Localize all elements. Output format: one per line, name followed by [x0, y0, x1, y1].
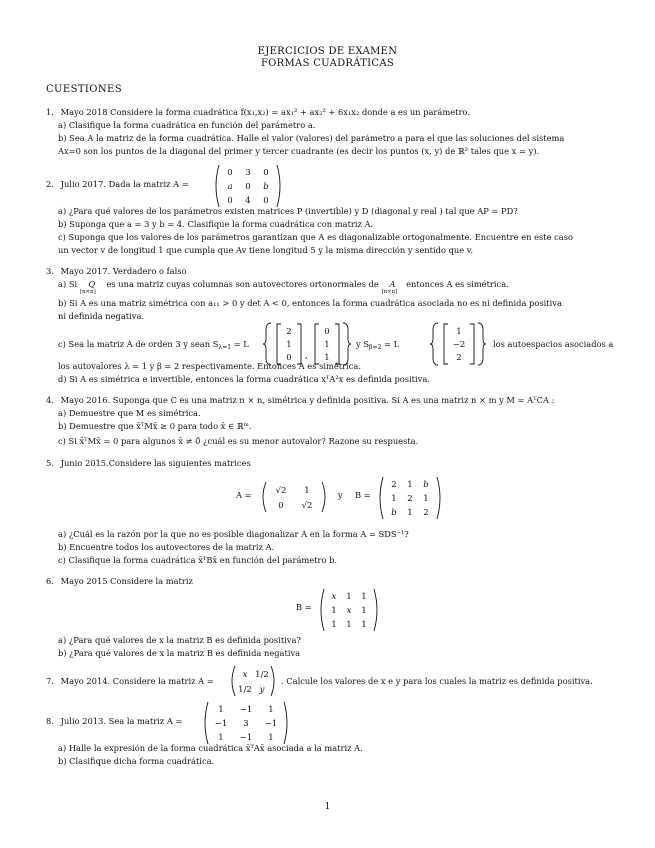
q3-part-c-line2: los autovalores λ = 1 y β = 2 respectivamente. Entonces A es simétrica.: [58, 361, 361, 371]
q3-part-c: [58, 340, 249, 351]
section-heading: CUESTIONES: [46, 84, 122, 95]
title-line-2: FORMAS CUADRÁTICAS: [260, 58, 395, 69]
q6-matrix: [318, 588, 380, 635]
q2-m-11: 0: [227, 168, 233, 178]
q6-m-32: 1: [346, 620, 352, 630]
q3-part-b-line2: ni definida negativa.: [58, 311, 145, 321]
q3-c-v3-rb: [470, 324, 474, 364]
q2-part-c-line2: un vector v de longitud 1 que cumpla que Av tiene longitud 5 y la misma dirección y sentido que v.: [58, 245, 474, 255]
q3-part-d: d) Si A es simétrica e invertible, entonces la forma cuadrática xᵀA²x es definida positiva.: [58, 374, 430, 384]
q5-b-22: 2: [407, 494, 413, 504]
q5-and: y: [338, 490, 343, 500]
q5-b-bracket-left: [380, 477, 383, 519]
q4-part-b: b) Demuestre que x̄ᵀMx̄ ≥ 0 para todo x̄ ∈ ℝᵐ.: [58, 421, 252, 431]
q7-intro: [46, 677, 214, 687]
page-number: 1: [324, 802, 331, 812]
q3-c-brace-left-1: [263, 323, 271, 365]
q3-c-v2-lb: [315, 324, 319, 364]
q8-m-33: 1: [268, 733, 274, 743]
q4-part-a: a) Demuestre que M es simétrica.: [58, 408, 201, 418]
q4-intro: [46, 396, 554, 406]
q2-m-31: 0: [227, 196, 233, 206]
q8-bracket-right: [284, 702, 287, 744]
q7-m-12: 1/2: [255, 670, 269, 680]
q4-part-c: c) Si x̄ᵀMx̄ = 0 para algunos x̄ ≠ 0̄ ¿cuál es su menor autovalor? Razone su respuesta.: [58, 436, 419, 446]
q3-a-a-sub: [n×n]: [381, 289, 398, 295]
q6-m-31: 1: [331, 620, 337, 630]
q6-m-22: x: [346, 606, 352, 616]
q6-m-33: 1: [361, 620, 367, 630]
q5-a-11: √2: [275, 486, 287, 496]
q2-part-c-line1: c) Suponga que los valores de los parámetros garantizan que A es diagonalizable ortogonalmente. Encuentre en este caso: [58, 232, 573, 242]
q1-intro: [46, 108, 470, 118]
q5-b-11: 2: [391, 480, 397, 490]
q5-matrix-b: [377, 476, 443, 523]
q8-matrix: [202, 701, 290, 748]
q3-intro-text: Mayo 2017. Verdadero o falso: [60, 266, 187, 276]
q7-bracket-right: [271, 666, 274, 696]
q2-m-22: 0: [245, 182, 251, 192]
q3-a-q: Q: [88, 279, 96, 289]
q8-number: 8.: [46, 716, 54, 726]
q6-part-b: b) ¿Para qué valores de x la matriz B es definida negativa: [58, 648, 301, 658]
title-line-1: EJERCICIOS DE EXAMEN: [257, 46, 398, 57]
q3-c-mid: [356, 340, 399, 351]
q2-matrix: [213, 164, 283, 211]
q3-c-brace-left-2: [430, 323, 438, 365]
q3-c-v1-rb: [297, 324, 301, 364]
q2-m-21: a: [227, 182, 233, 192]
q5-part-b: b) Encuentre todos los autovectores de la matriz A.: [58, 542, 275, 552]
q7-matrix: [229, 665, 277, 700]
q5-a-bracket-right: [322, 482, 325, 512]
q8-bracket-left: [205, 702, 208, 744]
q8-intro-text: Julio 2013. Sea la matriz A =: [60, 716, 183, 726]
q1-part-b-line1: b) Sea A la matriz de la forma cuadrática. Halle el valor (valores) del parámetro a para el que las soluciones del sistema: [58, 133, 565, 143]
q8-m-13: 1: [268, 705, 274, 715]
q5-number: 5.: [46, 458, 54, 468]
q6-label: B =: [296, 602, 312, 612]
q5-a-21: 0: [278, 501, 284, 511]
q3-c-sub1: λ=1: [218, 344, 232, 351]
q3-part-b-line1: b) Si A es una matriz simétrica con a₁₁ > 0 y det A < 0, entonces la forma cuadrática asociada no es ni definida positiva: [58, 298, 562, 308]
q4-number: 4.: [46, 395, 54, 405]
q5-b-bracket-right: [437, 477, 440, 519]
q3-a-pre: a) Si: [58, 279, 78, 289]
q3-c-mid3: = L: [383, 339, 400, 349]
q1-intro-text: Mayo 2018 Considere la forma cuadrática f(x₁,x₂) = ax₁² + ax₂² + 6x₁x₂ donde a es un parámetro.: [60, 107, 470, 117]
q3-c-mid2: y S: [356, 339, 370, 349]
q3-part-a: [58, 279, 509, 295]
q8-m-31: 1: [218, 733, 224, 743]
q3-c-mid1: = L: [233, 339, 249, 349]
q3-c-v1-3: 0: [286, 353, 292, 363]
q6-bracket-left: [321, 589, 324, 631]
q3-intro: [46, 267, 187, 277]
q6-intro-text: Mayo 2015 Considere la matriz: [60, 576, 193, 586]
q5-b-32: 1: [407, 508, 413, 518]
q5-a-12: 1: [304, 486, 310, 496]
q6-m-13: 1: [361, 592, 367, 602]
q5-matrix-a: [260, 481, 328, 516]
q5-b-31: b: [391, 508, 397, 518]
q7-intro-text: Mayo 2014. Considere la matriz A =: [60, 676, 214, 686]
q2-m-12: 3: [245, 168, 251, 178]
q3-a-a: A: [389, 279, 396, 289]
q3-c-sub2: β=2: [369, 344, 382, 351]
q5-b-label: B =: [355, 490, 371, 500]
q5-b-13: b: [423, 480, 429, 490]
q3-c-brace-right-1: [343, 323, 351, 365]
q8-intro: [46, 717, 182, 727]
q3-a-q-sub: [n×n]: [79, 289, 96, 295]
q5-a-bracket-left: [263, 482, 266, 512]
q8-m-11: 1: [218, 705, 224, 715]
q5-intro-text: Junio 2015.Considere las siguientes matrices: [60, 458, 251, 468]
q6-m-23: 1: [361, 606, 367, 616]
q5-intro: [46, 459, 251, 469]
q2-part-b: b) Suponga que a = 3 y b = 4. Clasifique la forma cuadrática con matriz A.: [58, 219, 374, 229]
q2-m-32: 4: [245, 196, 251, 206]
q8-m-23: −1: [264, 719, 278, 729]
q1-number: 1.: [46, 107, 54, 117]
q2-number: 2.: [46, 179, 54, 189]
q3-c-v2-2: 1: [324, 340, 330, 350]
q3-c-v2-3: 1: [324, 353, 330, 363]
q3-c-pre: c) Sea la matriz A de orden 3 y sean S: [58, 339, 219, 349]
q1-part-a: a) Clasifique la forma cuadrática en función del parámetro a.: [58, 120, 316, 130]
q6-number: 6.: [46, 576, 54, 586]
q5-b-12: 1: [407, 480, 413, 490]
q2-part-a: a) ¿Para qué valores de los parámetros existen matrices P (invertible) y D (diagonal y real ) tal que AP = PD?: [58, 206, 518, 216]
q1-part-b-line2: Ax=0 son los puntos de la diagonal del primer y tercer cuadrante (es decir los puntos (x, y) de ℝ² tales que x = y).: [58, 146, 540, 156]
q3-c-v1-1: 2: [286, 327, 292, 337]
q3-c-v2-1: 0: [324, 327, 330, 337]
q5-a-label: A =: [236, 490, 252, 500]
q3-c-brace-right-2: [478, 323, 486, 365]
q6-m-12: 1: [346, 592, 352, 602]
q3-c-v3-3: 2: [456, 353, 462, 363]
q3-c-v3-1: 1: [456, 327, 462, 337]
q5-a-22: √2: [301, 501, 313, 511]
q6-bracket-right: [374, 589, 377, 631]
q5-b-21: 1: [391, 494, 397, 504]
q8-part-a: a) Halle la expresión de la forma cuadrática x̄ᵀAx̄ asociada a la matriz A.: [58, 743, 363, 753]
q7-m-21: 1/2: [238, 685, 252, 695]
q7-bracket-left: [232, 666, 235, 696]
q3-c-v3-lb: [444, 324, 448, 364]
q5-part-a: a) ¿Cuál es la razón por la que no es posible diagonalizar A en la forma A = SDS⁻¹?: [58, 529, 409, 539]
q3-c-v2-rb: [335, 324, 339, 364]
q3-c-post: los autoespacios asociados a: [493, 339, 614, 349]
q6-m-11: x: [331, 592, 337, 602]
q2-intro: [46, 180, 189, 190]
q2-intro-text: Julio 2017. Dada la matriz A =: [60, 179, 189, 189]
q7-m-11: x: [242, 670, 248, 680]
q4-intro-text: Mayo 2016. Suponga que C es una matriz n × n, simétrica y definida positiva. Si A es una matriz n × m y M = AᵀCA :: [60, 395, 555, 405]
q8-part-b: b) Clasifique dicha forma cuadrática.: [58, 756, 215, 766]
q2-bracket-right: [277, 165, 280, 207]
q3-c-v1-lb: [277, 324, 281, 364]
q5-b-33: 2: [423, 508, 429, 518]
q2-m-23: b: [263, 182, 269, 192]
q8-m-21: −1: [214, 719, 228, 729]
q3-c-v3-2: −2: [452, 340, 466, 350]
q2-m-33: 0: [263, 196, 269, 206]
q3-number: 3.: [46, 266, 54, 276]
q3-a-post: entonces A es simétrica.: [406, 279, 509, 289]
q8-m-32: −1: [239, 733, 253, 743]
q3-c-v1-2: 1: [286, 340, 292, 350]
q3-a-q-wrap: [79, 279, 104, 295]
q8-m-12: −1: [239, 705, 253, 715]
q7-post: . Calcule los valores de x e y para los cuales la matriz es definida positiva.: [281, 676, 593, 686]
q3-c-set2: [430, 322, 490, 369]
q5-b-23: 1: [423, 494, 429, 504]
q7-m-22: y: [259, 685, 265, 695]
q6-intro: [46, 577, 193, 587]
q3-a-a-wrap: [381, 279, 403, 295]
q6-m-21: 1: [331, 606, 337, 616]
q3-a-mid: es una matriz cuyas columnas son autovectores ortonormales de: [106, 279, 379, 289]
q6-part-a: a) ¿Para qué valores de x la matriz B es definida positiva?: [58, 635, 301, 645]
q3-c-comma: ,: [305, 351, 308, 361]
q7-number: 7.: [46, 676, 54, 686]
q5-part-c: c) Clasifique la forma cuadrática x̄ᵀBx̄ en función del parámetro b.: [58, 555, 338, 565]
q2-bracket-left: [216, 165, 219, 207]
q8-m-22: 3: [243, 719, 249, 729]
q2-m-13: 0: [263, 168, 269, 178]
